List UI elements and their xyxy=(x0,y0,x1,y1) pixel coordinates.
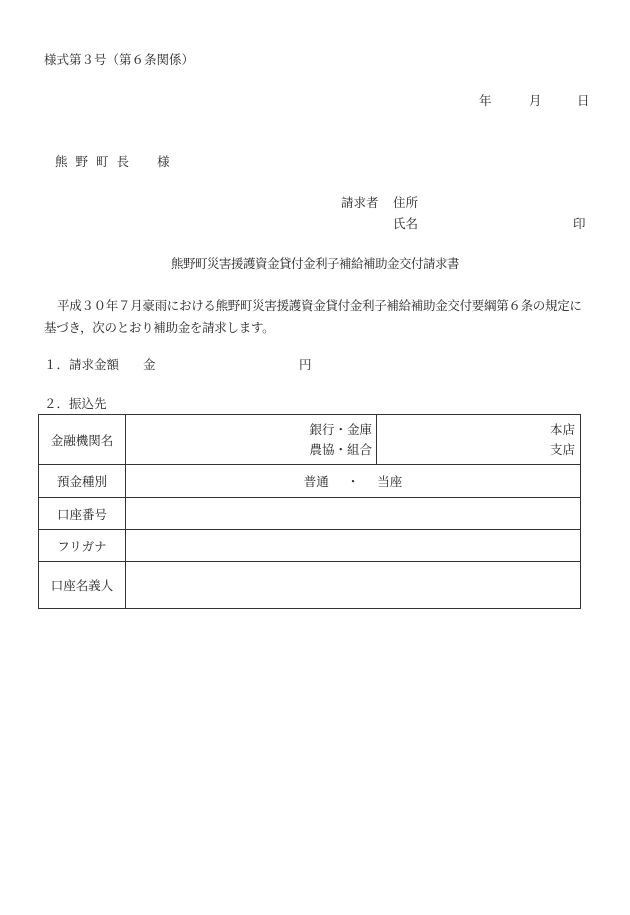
document-title: 熊野町災害援護資金貸付金利子補給補助金交付請求書 xyxy=(170,256,459,271)
furigana-field[interactable] xyxy=(126,530,581,562)
account-number-field[interactable] xyxy=(126,498,581,530)
addressee-honorific: 様 xyxy=(157,154,170,169)
furigana-header: フリガナ xyxy=(39,530,126,562)
name-label: 氏名 xyxy=(393,216,419,231)
institution-type-line1: 銀行・金庫 xyxy=(309,421,372,437)
amount-prefix: 金 xyxy=(143,357,156,372)
institution-name-cell[interactable] xyxy=(126,415,377,465)
institution-type-line2: 農協・組合 xyxy=(309,441,372,457)
account-number-header: 口座番号 xyxy=(39,498,126,530)
form-number: 様式第３号（第６条関係） xyxy=(44,52,195,67)
table-row-deposit-type xyxy=(39,465,581,498)
requester-label: 請求者 xyxy=(341,195,379,210)
bank-transfer-table xyxy=(38,414,581,609)
deposit-type-header: 預金種別 xyxy=(39,465,126,498)
branch-line1: 本店 xyxy=(549,421,575,437)
branch-line2: 支店 xyxy=(549,441,575,457)
branch-name-cell[interactable] xyxy=(377,415,581,465)
amount-label: １．請求金額 xyxy=(44,357,120,372)
deposit-type-option-futsu[interactable]: 普通 xyxy=(303,474,329,489)
table-row-institution xyxy=(39,415,581,465)
deposit-type-separator: ・ xyxy=(346,474,360,489)
seal-mark: 印 xyxy=(573,216,586,231)
body-paragraph: 平成３０年７月豪雨における熊野町災害援護資金貸付金利子補給補助金交付要綱第６条の規定に基づき，次のとおり補助金を請求します。 xyxy=(44,298,582,335)
date-day-label: 日 xyxy=(577,93,590,108)
addressee-char: 熊 xyxy=(55,154,68,169)
addressee-char: 町 xyxy=(96,154,109,169)
date-month-label: 月 xyxy=(529,93,542,108)
transfer-label: ２．振込先 xyxy=(44,396,107,411)
table-row-account-number xyxy=(39,498,581,530)
addressee xyxy=(55,156,178,169)
addressee-char: 長 xyxy=(116,154,130,169)
amount-unit: 円 xyxy=(299,357,312,372)
table-row-furigana xyxy=(39,530,581,562)
deposit-type-option-toza[interactable]: 当座 xyxy=(377,474,403,489)
account-holder-header: 口座名義人 xyxy=(39,562,126,609)
deposit-type-cell[interactable] xyxy=(126,465,581,498)
table-row-account-holder xyxy=(39,562,581,609)
account-holder-field[interactable] xyxy=(126,562,581,609)
institution-header: 金融機関名 xyxy=(39,415,126,465)
addressee-char: 野 xyxy=(75,154,89,169)
address-label: 住所 xyxy=(393,195,419,210)
date-year-label: 年 xyxy=(479,93,492,108)
